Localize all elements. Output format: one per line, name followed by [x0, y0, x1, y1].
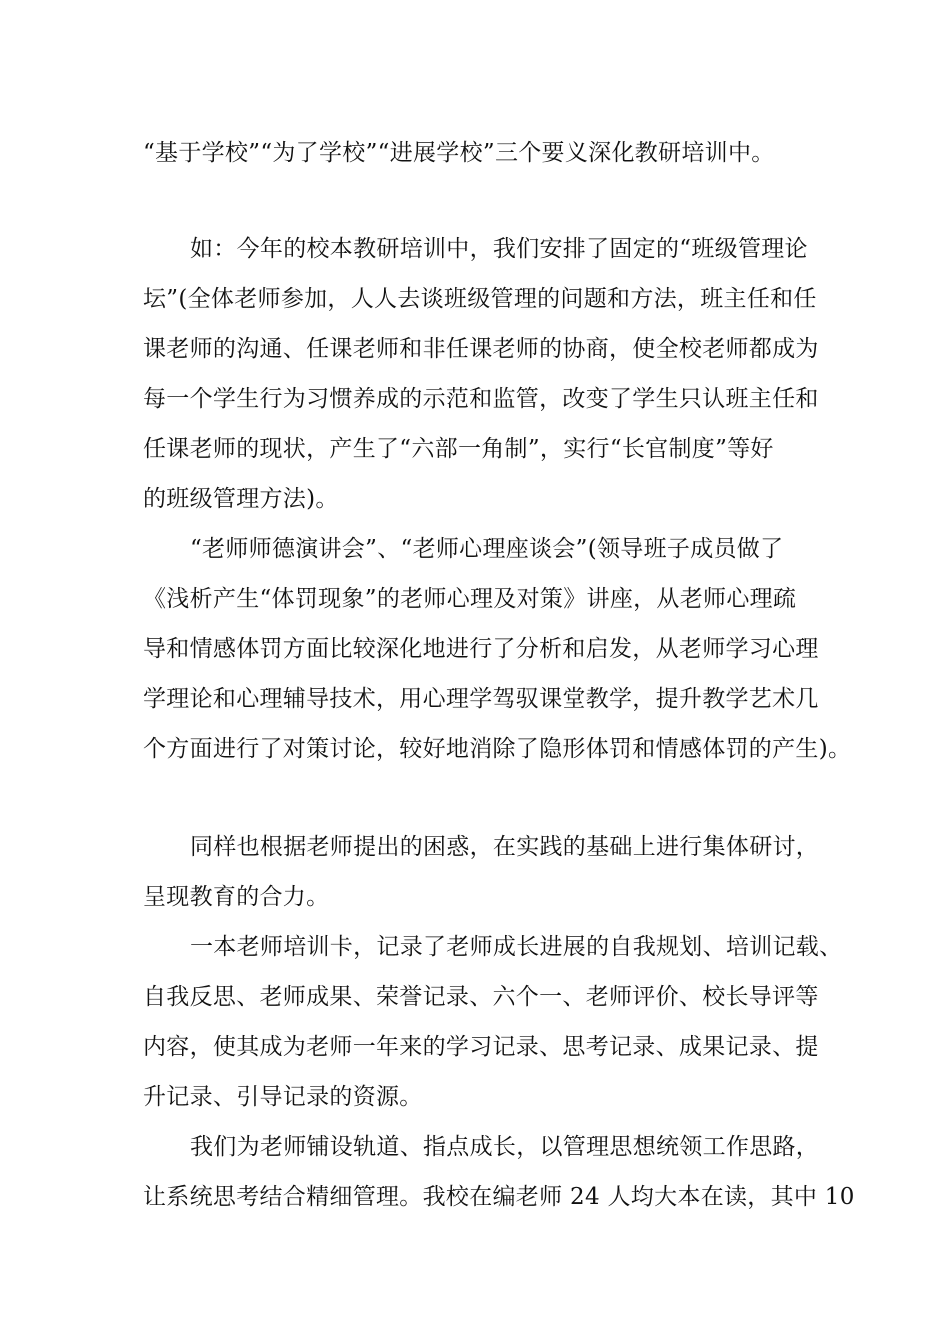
text-line: 《浅析产生“体罚现象”的老师心理及对策》讲座，从老师心理疏: [143, 586, 797, 612]
text-line: 呈现教育的合力。: [143, 884, 330, 910]
text-line: 课老师的沟通、任课老师和非任课老师的协商，使全校老师都成为: [143, 336, 819, 362]
text-line: 内容，使其成为老师一年来的学习记录、思考记录、成果记录、提: [143, 1034, 819, 1060]
text-line: 导和情感体罚方面比较深化地进行了分析和启发，从老师学习心理: [143, 636, 819, 662]
text-line: 我们为老师铺设轨道、指点成长，以管理思想统领工作思路，: [190, 1134, 820, 1160]
text-line: 如：今年的校本教研培训中，我们安排了固定的“班级管理论: [190, 236, 808, 262]
text-line: 自我反思、老师成果、荣誉记录、六个一、老师评价、校长导评等: [143, 984, 819, 1010]
text-line: 让系统思考结合精细管理。我校在编老师 24 人均大本在读，其中 10: [143, 1184, 855, 1210]
text-line: 同样也根据老师提出的困惑，在实践的基础上进行集体研讨，: [190, 834, 820, 860]
text-line: 升记录、引导记录的资源。: [143, 1084, 423, 1110]
text-line: “老师师德演讲会”、“老师心理座谈会”(领导班子成员做了: [190, 536, 784, 562]
text-line: “基于学校”“为了学校”“进展学校”三个要义深化教研培训中。: [143, 140, 775, 166]
text-line: 任课老师的现状，产生了“六部一角制”，实行“长官制度”等好: [143, 436, 774, 462]
text-line: 学理论和心理辅导技术，用心理学驾驭课堂教学，提升教学艺术几: [143, 686, 819, 712]
text-line: 一本老师培训卡，记录了老师成长进展的自我规划、培训记载、: [190, 934, 843, 960]
text-line: 的班级管理方法)。: [143, 486, 339, 512]
text-line: 坛”(全体老师参加，人人去谈班级管理的问题和方法，班主任和任: [143, 286, 817, 312]
text-line: 个方面进行了对策讨论，较好地消除了隐形体罚和情感体罚的产生)。: [143, 736, 852, 762]
text-line: 每一个学生行为习惯养成的示范和监管，改变了学生只认班主任和: [143, 386, 819, 412]
